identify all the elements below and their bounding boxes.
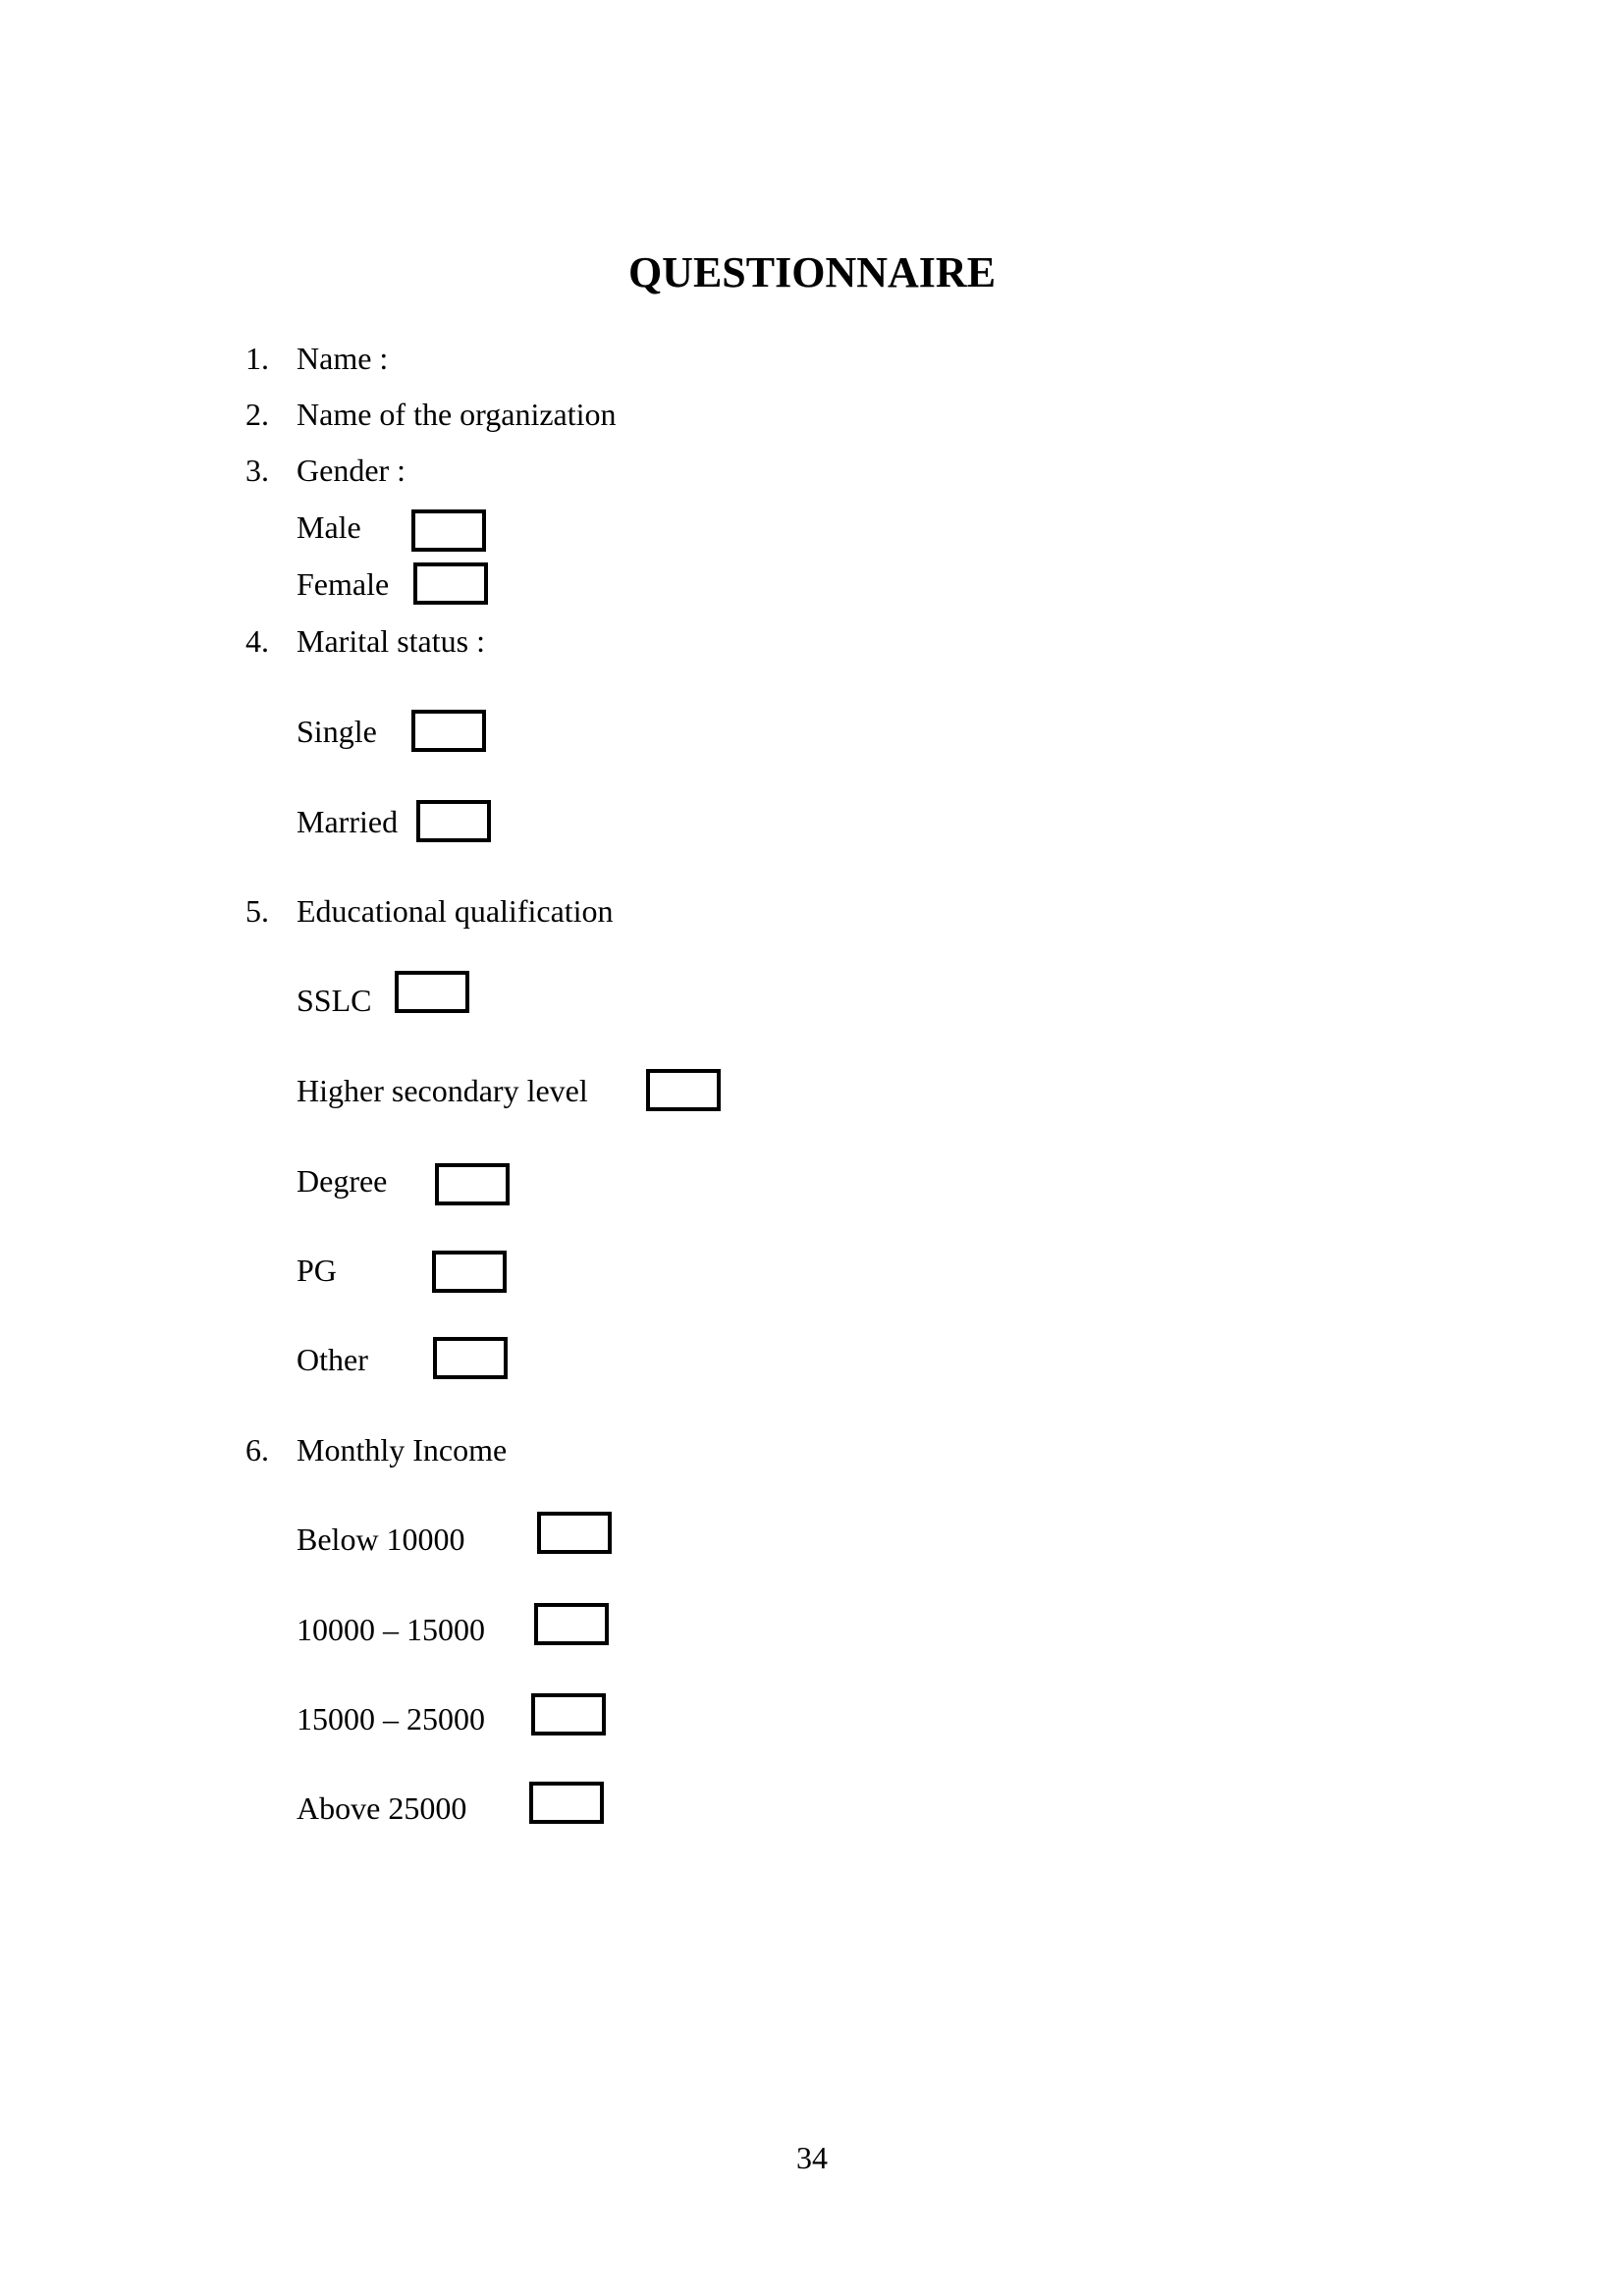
question-number-6: 6.: [245, 1432, 269, 1468]
question-organization-label: Name of the organization: [297, 397, 617, 432]
checkbox-degree[interactable]: [435, 1163, 510, 1205]
option-married-label: Married: [297, 804, 399, 839]
page-title: QUESTIONNAIRE: [627, 248, 997, 296]
checkbox-female[interactable]: [413, 562, 488, 605]
option-male-label: Male: [297, 509, 361, 545]
checkbox-15000-25000[interactable]: [531, 1693, 606, 1735]
question-education-label: Educational qualification: [297, 893, 614, 929]
option-pg-label: PG: [297, 1253, 337, 1288]
question-number-1: 1.: [245, 341, 269, 376]
question-monthly-income-label: Monthly Income: [297, 1432, 508, 1468]
option-single-label: Single: [297, 714, 377, 749]
question-gender-label: Gender :: [297, 453, 406, 488]
checkbox-other[interactable]: [433, 1337, 508, 1379]
question-marital-status-label: Marital status :: [297, 623, 485, 659]
question-name-label: Name :: [297, 341, 389, 376]
question-number-4: 4.: [245, 623, 269, 659]
question-number-5: 5.: [245, 893, 269, 929]
checkbox-below-10000[interactable]: [537, 1512, 612, 1554]
checkbox-married[interactable]: [416, 800, 491, 842]
option-female-label: Female: [297, 566, 390, 602]
page-number: 34: [796, 2140, 828, 2175]
option-sslc-label: SSLC: [297, 983, 372, 1018]
option-10000-15000-label: 10000 – 15000: [297, 1612, 485, 1647]
checkbox-single[interactable]: [411, 710, 486, 752]
checkbox-male[interactable]: [411, 509, 486, 552]
option-degree-label: Degree: [297, 1163, 388, 1199]
checkbox-higher-secondary[interactable]: [646, 1069, 721, 1111]
option-other-label: Other: [297, 1342, 368, 1377]
checkbox-pg[interactable]: [432, 1251, 507, 1293]
option-above-25000-label: Above 25000: [297, 1790, 467, 1826]
option-below-10000-label: Below 10000: [297, 1522, 465, 1557]
checkbox-sslc[interactable]: [395, 971, 469, 1013]
option-higher-secondary-label: Higher secondary level: [297, 1073, 588, 1108]
checkbox-10000-15000[interactable]: [534, 1603, 609, 1645]
question-number-3: 3.: [245, 453, 269, 488]
checkbox-above-25000[interactable]: [529, 1782, 604, 1824]
option-15000-25000-label: 15000 – 25000: [297, 1701, 485, 1736]
question-number-2: 2.: [245, 397, 269, 432]
